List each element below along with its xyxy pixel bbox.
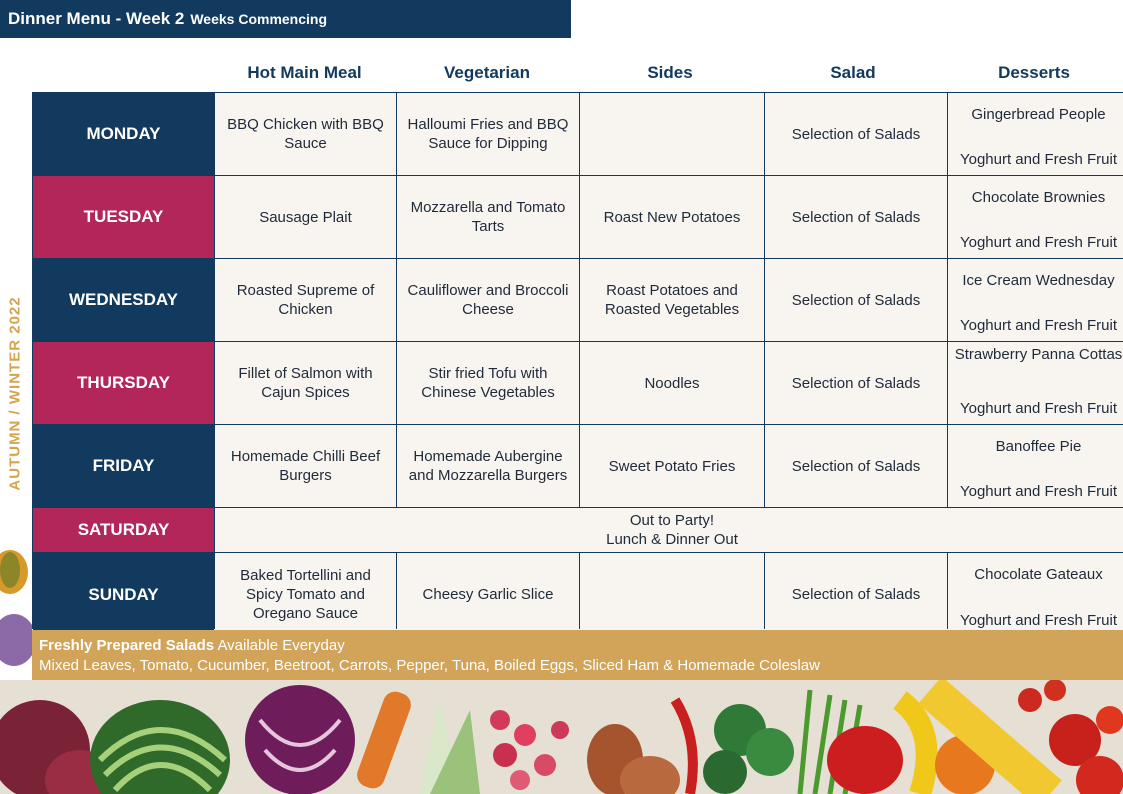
day-label-monday: MONDAY bbox=[33, 93, 214, 175]
menu-cell-salad: Selection of Salads bbox=[765, 342, 947, 424]
menu-cell-vegetarian: Homemade Aubergine and Mozzarella Burgers bbox=[397, 425, 579, 507]
column-header-sides: Sides bbox=[647, 63, 693, 82]
menu-cell-desserts bbox=[948, 342, 1123, 424]
salads-banner-lead-tail: Available Everyday bbox=[217, 637, 345, 654]
menu-subtitle: Weeks Commencing bbox=[190, 11, 328, 27]
salads-banner-items: Mixed Leaves, Tomato, Cucumber, Beetroot, Carrots, Pepper, Tuna, Boiled Eggs, Sliced Ham & Homemade Coleslaw bbox=[39, 657, 820, 674]
menu-cell-hot: Roasted Supreme of Chicken bbox=[215, 259, 396, 341]
dessert-item: Yoghurt and Fresh Fruit bbox=[959, 151, 1118, 168]
dessert-item: Banoffee Pie bbox=[995, 438, 1082, 455]
dessert-item: Gingerbread People bbox=[971, 106, 1106, 123]
dessert-item: Yoghurt and Fresh Fruit bbox=[959, 612, 1118, 629]
dessert-item: Yoghurt and Fresh Fruit bbox=[959, 317, 1118, 334]
vegetable-illustration bbox=[0, 680, 1123, 794]
dessert-item: Yoghurt and Fresh Fruit bbox=[959, 483, 1118, 500]
menu-cell-salad: Selection of Salads bbox=[765, 425, 947, 507]
menu-cell-sides: Noodles bbox=[580, 342, 764, 424]
menu-cell-desserts bbox=[948, 176, 1123, 258]
menu-cell-salad: Selection of Salads bbox=[765, 553, 947, 636]
salads-banner bbox=[32, 630, 1123, 680]
column-header-desserts: Desserts bbox=[998, 63, 1070, 82]
day-label-thursday: THURSDAY bbox=[33, 342, 214, 424]
season-label-wrap bbox=[0, 278, 30, 508]
menu-cell-sides: Sweet Potato Fries bbox=[580, 425, 764, 507]
season-label: AUTUMN / WINTER 2022 bbox=[6, 295, 24, 491]
menu-cell-desserts bbox=[948, 93, 1123, 175]
menu-cell-vegetarian: Mozzarella and Tomato Tarts bbox=[397, 176, 579, 258]
salads-banner-lead: Freshly Prepared Salads bbox=[39, 637, 215, 654]
menu-title: Dinner Menu - Week 2 bbox=[8, 9, 185, 28]
menu-cell-desserts bbox=[948, 425, 1123, 507]
menu-cell-hot: Sausage Plait bbox=[215, 176, 396, 258]
saturday-note-line: Lunch & Dinner Out bbox=[606, 531, 738, 548]
dessert-item: Ice Cream Wednesday bbox=[962, 272, 1115, 289]
menu-cell-sides bbox=[580, 553, 764, 636]
menu-cell-sides bbox=[580, 93, 764, 175]
dessert-item: Yoghurt and Fresh Fruit bbox=[959, 400, 1118, 417]
menu-title-bar bbox=[0, 0, 571, 38]
menu-cell-sides: Roast New Potatoes bbox=[580, 176, 764, 258]
menu-cell-vegetarian: Stir fried Tofu with Chinese Vegetables bbox=[397, 342, 579, 424]
menu-cell-vegetarian: Cauliflower and Broccoli Cheese bbox=[397, 259, 579, 341]
dessert-item: Yoghurt and Fresh Fruit bbox=[959, 234, 1118, 251]
menu-cell-salad: Selection of Salads bbox=[765, 259, 947, 341]
menu-cell-vegetarian: Cheesy Garlic Slice bbox=[397, 553, 579, 636]
day-label-friday: FRIDAY bbox=[33, 425, 214, 507]
saturday-note bbox=[215, 508, 1123, 552]
menu-cell-salad: Selection of Salads bbox=[765, 93, 947, 175]
menu-cell-salad: Selection of Salads bbox=[765, 176, 947, 258]
column-header-salad: Salad bbox=[830, 63, 876, 82]
dessert-item: Chocolate Gateaux bbox=[974, 566, 1103, 583]
menu-cell-vegetarian: Halloumi Fries and BBQ Sauce for Dipping bbox=[397, 93, 579, 175]
menu-cell-desserts bbox=[948, 259, 1123, 341]
menu-cell-hot: BBQ Chicken with BBQ Sauce bbox=[215, 93, 396, 175]
menu-cell-hot: Fillet of Salmon with Cajun Spices bbox=[215, 342, 396, 424]
menu-cell-desserts bbox=[948, 553, 1123, 636]
day-label-saturday: SATURDAY bbox=[33, 508, 214, 552]
menu-cell-sides: Roast Potatoes and Roasted Vegetables bbox=[580, 259, 764, 341]
column-header-vegetarian: Vegetarian bbox=[444, 63, 530, 82]
saturday-note-line: Out to Party! bbox=[629, 512, 715, 529]
day-label-wednesday: WEDNESDAY bbox=[33, 259, 214, 341]
menu-cell-hot: Baked Tortellini and Spicy Tomato and Oregano Sauce bbox=[215, 553, 396, 636]
column-header-hot-main-meal: Hot Main Meal bbox=[247, 63, 362, 82]
dessert-item: Strawberry Panna Cottas bbox=[954, 346, 1123, 363]
menu-cell-hot: Homemade Chilli Beef Burgers bbox=[215, 425, 396, 507]
day-label-tuesday: TUESDAY bbox=[33, 176, 214, 258]
dessert-item: Chocolate Brownies bbox=[971, 189, 1106, 206]
day-label-sunday: SUNDAY bbox=[33, 553, 214, 636]
menu-table bbox=[32, 92, 1123, 629]
